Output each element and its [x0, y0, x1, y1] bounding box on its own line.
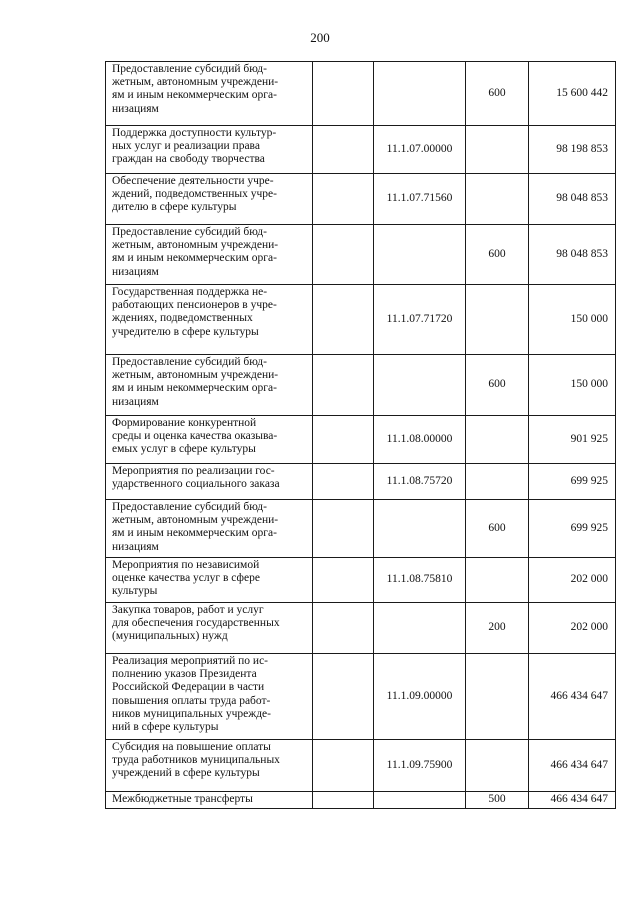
row-name-line: Формирование конкурентной	[112, 417, 257, 429]
row-name-line: Государственная поддержка не-	[112, 286, 268, 298]
row-empty-cell	[313, 654, 374, 740]
row-name-cell	[106, 355, 313, 416]
row-code-cell: 11.1.08.75720	[374, 464, 466, 500]
row-name-cell	[106, 792, 313, 809]
table-row	[106, 225, 616, 285]
row-code-cell	[374, 62, 466, 126]
row-name-cell	[106, 740, 313, 792]
row-type-cell	[466, 285, 529, 355]
row-name-line: жетным, автономным учреждени-	[112, 239, 279, 252]
row-empty-cell	[313, 792, 374, 809]
row-name-line: ям и иным некоммерческим орга-	[112, 382, 277, 395]
row-name-cell	[106, 654, 313, 740]
row-name-line: Предоставление субсидий бюд-	[112, 226, 267, 238]
row-code-cell: 11.1.08.75810	[374, 558, 466, 603]
table-row	[106, 174, 616, 225]
row-name-line: ям и иным некоммерческим орга-	[112, 527, 277, 540]
table-row	[106, 416, 616, 464]
row-type-cell: 600	[466, 500, 529, 558]
row-empty-cell	[313, 285, 374, 355]
row-name-line: Межбюджетные трансферты	[112, 793, 253, 805]
row-type-cell	[466, 126, 529, 174]
row-empty-cell	[313, 416, 374, 464]
row-code-cell	[374, 500, 466, 558]
row-sum-cell: 15 600 442	[529, 62, 616, 126]
row-sum-cell: 202 000	[529, 603, 616, 654]
row-empty-cell	[313, 558, 374, 603]
table-row	[106, 285, 616, 355]
table-row	[106, 126, 616, 174]
row-name-line: ждениях, подведомственных	[112, 312, 253, 325]
row-name-line: Предоставление субсидий бюд-	[112, 63, 267, 75]
row-name-cell	[106, 500, 313, 558]
budget-table	[105, 61, 616, 809]
row-code-cell: 11.1.08.00000	[374, 416, 466, 464]
row-name-cell	[106, 126, 313, 174]
row-name-cell	[106, 285, 313, 355]
row-code-cell: 11.1.09.75900	[374, 740, 466, 792]
row-type-cell: 200	[466, 603, 529, 654]
row-sum-cell: 98 048 853	[529, 225, 616, 285]
table-row	[106, 558, 616, 603]
row-sum-cell: 699 925	[529, 500, 616, 558]
row-name-cell	[106, 416, 313, 464]
row-code-cell: 11.1.09.00000	[374, 654, 466, 740]
table-row	[106, 740, 616, 792]
row-name-line: Поддержка доступности культур-	[112, 127, 277, 139]
row-empty-cell	[313, 500, 374, 558]
row-empty-cell	[313, 355, 374, 416]
row-name-line: дителю в сфере культуры	[112, 201, 237, 214]
row-name-cell	[106, 603, 313, 654]
row-sum-cell: 150 000	[529, 355, 616, 416]
row-name-line: жетным, автономным учреждени-	[112, 514, 279, 527]
row-name-cell	[106, 558, 313, 603]
row-name-line: Российской Федерации в части	[112, 681, 265, 694]
row-sum-cell: 466 434 647	[529, 792, 616, 809]
row-name-line: Предоставление субсидий бюд-	[112, 356, 267, 368]
row-name-cell	[106, 464, 313, 500]
row-type-cell	[466, 558, 529, 603]
row-name-line: ударственного социального заказа	[112, 478, 280, 491]
row-name-line: низациям	[112, 265, 159, 278]
row-type-cell	[466, 174, 529, 225]
row-code-cell: 11.1.07.00000	[374, 126, 466, 174]
table-row	[106, 355, 616, 416]
row-empty-cell	[313, 740, 374, 792]
row-name-line: граждан на свободу творчества	[112, 153, 265, 166]
row-name-line: работающих пенсионеров в учре-	[112, 299, 277, 312]
row-type-cell	[466, 464, 529, 500]
row-name-cell	[106, 174, 313, 225]
row-name-line: (муниципальных) нужд	[112, 630, 228, 643]
row-name-line: полнению указов Президента	[112, 668, 257, 681]
row-type-cell	[466, 654, 529, 740]
row-code-cell	[374, 225, 466, 285]
row-type-cell: 600	[466, 355, 529, 416]
row-name-line: Субсидия на повышение оплаты	[112, 741, 271, 753]
row-name-line: Закупка товаров, работ и услуг	[112, 604, 264, 616]
row-name-line: низациям	[112, 540, 159, 553]
row-name-cell	[106, 62, 313, 126]
row-code-cell	[374, 355, 466, 416]
row-name-line: Обеспечение деятельности учре-	[112, 175, 274, 187]
row-empty-cell	[313, 174, 374, 225]
row-name-line: ний в сфере культуры	[112, 721, 219, 734]
row-name-line: труда работников муниципальных	[112, 754, 280, 767]
row-name-line: учредителю в сфере культуры	[112, 325, 259, 338]
row-name-line: учреждений в сфере культуры	[112, 767, 260, 780]
row-name-line: Мероприятия по независимой	[112, 559, 260, 571]
row-sum-cell: 699 925	[529, 464, 616, 500]
row-name-line: Реализация мероприятий по ис-	[112, 655, 269, 667]
table-row	[106, 792, 616, 809]
row-empty-cell	[313, 225, 374, 285]
row-name-line: среды и оценка качества оказыва-	[112, 430, 278, 443]
row-name-line: емых услуг в сфере культуры	[112, 443, 256, 456]
row-code-cell: 11.1.07.71560	[374, 174, 466, 225]
row-sum-cell: 901 925	[529, 416, 616, 464]
row-sum-cell: 202 000	[529, 558, 616, 603]
table-row	[106, 603, 616, 654]
row-name-line: ждений, подведомственных учре-	[112, 188, 277, 201]
row-name-line: Предоставление субсидий бюд-	[112, 501, 267, 513]
budget-table-body	[106, 62, 616, 809]
row-empty-cell	[313, 603, 374, 654]
table-row	[106, 464, 616, 500]
row-name-line: ям и иным некоммерческим орга-	[112, 252, 277, 265]
row-code-cell: 11.1.07.71720	[374, 285, 466, 355]
row-name-line: низациям	[112, 395, 159, 408]
row-name-line: низациям	[112, 102, 159, 115]
row-name-line: для обеспечения государственных	[112, 617, 280, 630]
row-empty-cell	[313, 62, 374, 126]
row-type-cell: 600	[466, 225, 529, 285]
row-name-line: ников муниципальных учрежде-	[112, 707, 271, 720]
row-name-line: жетным, автономным учреждени-	[112, 369, 279, 382]
row-sum-cell: 466 434 647	[529, 654, 616, 740]
row-name-line: ных услуг и реализации права	[112, 140, 260, 153]
row-code-cell	[374, 603, 466, 654]
row-name-line: Мероприятия по реализации гос-	[112, 465, 275, 477]
row-name-cell	[106, 225, 313, 285]
row-sum-cell: 98 048 853	[529, 174, 616, 225]
table-row	[106, 500, 616, 558]
table-row	[106, 62, 616, 126]
row-type-cell: 600	[466, 62, 529, 126]
row-type-cell	[466, 740, 529, 792]
row-sum-cell: 98 198 853	[529, 126, 616, 174]
row-sum-cell: 150 000	[529, 285, 616, 355]
table-row	[106, 654, 616, 740]
row-sum-cell: 466 434 647	[529, 740, 616, 792]
row-type-cell	[466, 416, 529, 464]
row-code-cell	[374, 792, 466, 809]
row-name-line: повышения оплаты труда работ-	[112, 694, 271, 707]
row-name-line: жетным, автономным учреждени-	[112, 76, 279, 89]
row-name-line: ям и иным некоммерческим орга-	[112, 89, 277, 102]
row-name-line: оценке качества услуг в сфере	[112, 572, 260, 585]
row-empty-cell	[313, 464, 374, 500]
row-name-line: культуры	[112, 585, 158, 598]
row-empty-cell	[313, 126, 374, 174]
page-number: 200	[310, 30, 330, 45]
row-type-cell: 500	[466, 792, 529, 809]
